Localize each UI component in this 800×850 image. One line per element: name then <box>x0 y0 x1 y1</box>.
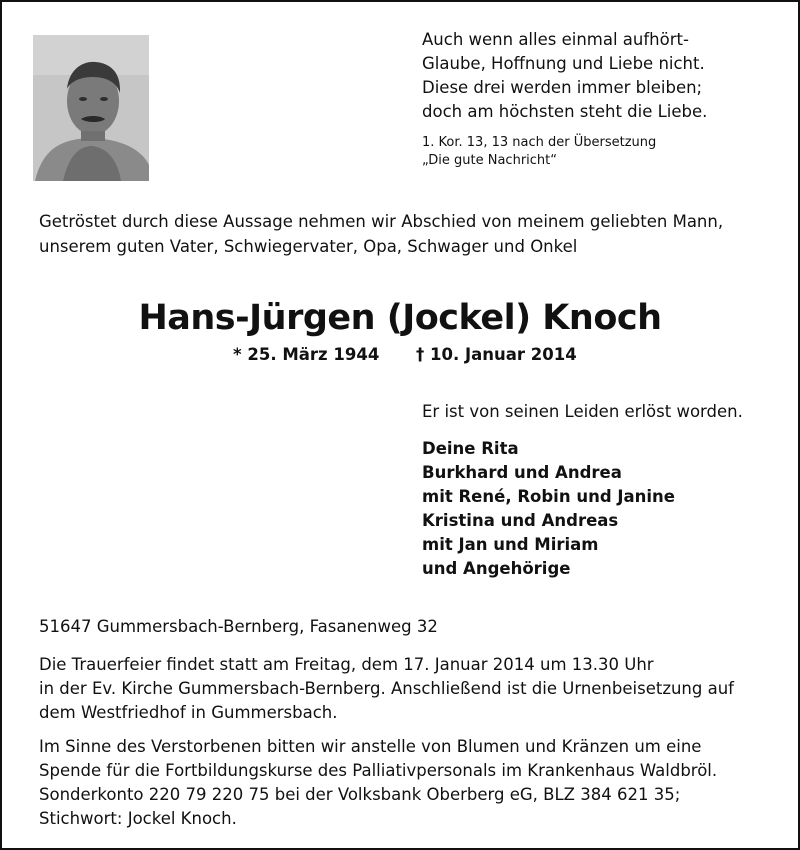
portrait-photo <box>33 35 149 181</box>
birth-date: * 25. März 1944 <box>233 345 380 364</box>
verse-source-line-1: 1. Kor. 13, 13 nach der Übersetzung <box>422 135 657 150</box>
donation-request <box>39 735 779 831</box>
intro-line-1: Getröstet durch diese Aussage nehmen wir Abschied von meinem geliebten Mann, <box>39 212 724 231</box>
bible-verse <box>422 28 782 170</box>
verse-source-line-2: „Die gute Nachricht“ <box>422 153 557 168</box>
donation-line-2: Spende für die Fortbildungskurse des Palliativpersonals im Krankenhaus Waldbröl. <box>39 761 718 780</box>
intro-text <box>39 209 779 259</box>
intro-line-2: unserem guten Vater, Schwiegervater, Opa, Schwager und Onkel <box>39 237 578 256</box>
deceased-name: Hans-Jürgen (Jockel) Knoch <box>138 298 662 338</box>
family-member: Burkhard und Andrea <box>422 463 622 482</box>
family-member: mit René, Robin und Janine <box>422 487 675 506</box>
family-member: mit Jan und Miriam <box>422 535 599 554</box>
donation-line-3: Sonderkonto 220 79 220 75 bei der Volksbank Oberberg eG, BLZ 384 621 35; <box>39 785 681 804</box>
relief-statement: Er ist von seinen Leiden erlöst worden. <box>422 402 743 421</box>
portrait-image <box>33 35 149 181</box>
family-list <box>422 437 675 581</box>
funeral-line-1: Die Trauerfeier findet statt am Freitag, dem 17. Januar 2014 um 13.30 Uhr <box>39 655 654 674</box>
family-member: Kristina und Andreas <box>422 511 619 530</box>
death-date: † 10. Januar 2014 <box>416 345 577 364</box>
funeral-line-3: dem Westfriedhof in Gummersbach. <box>39 703 338 722</box>
family-member: und Angehörige <box>422 559 571 578</box>
family-address: 51647 Gummersbach-Bernberg, Fasanenweg 32 <box>39 617 438 636</box>
donation-line-1: Im Sinne des Verstorbenen bitten wir anstelle von Blumen und Kränzen um eine <box>39 737 702 756</box>
verse-line-2: Glaube, Hoffnung und Liebe nicht. <box>422 54 705 73</box>
verse-source <box>422 134 782 170</box>
funeral-details <box>39 653 779 725</box>
family-member: Deine Rita <box>422 439 519 458</box>
donation-line-4: Stichwort: Jockel Knoch. <box>39 809 237 828</box>
verse-line-1: Auch wenn alles einmal aufhört- <box>422 30 689 49</box>
verse-line-3: Diese drei werden immer bleiben; <box>422 78 703 97</box>
verse-line-4: doch am höchsten steht die Liebe. <box>422 102 708 121</box>
funeral-line-2: in der Ev. Kirche Gummersbach-Bernberg. Anschließend ist die Urnenbeisetzung auf <box>39 679 734 698</box>
